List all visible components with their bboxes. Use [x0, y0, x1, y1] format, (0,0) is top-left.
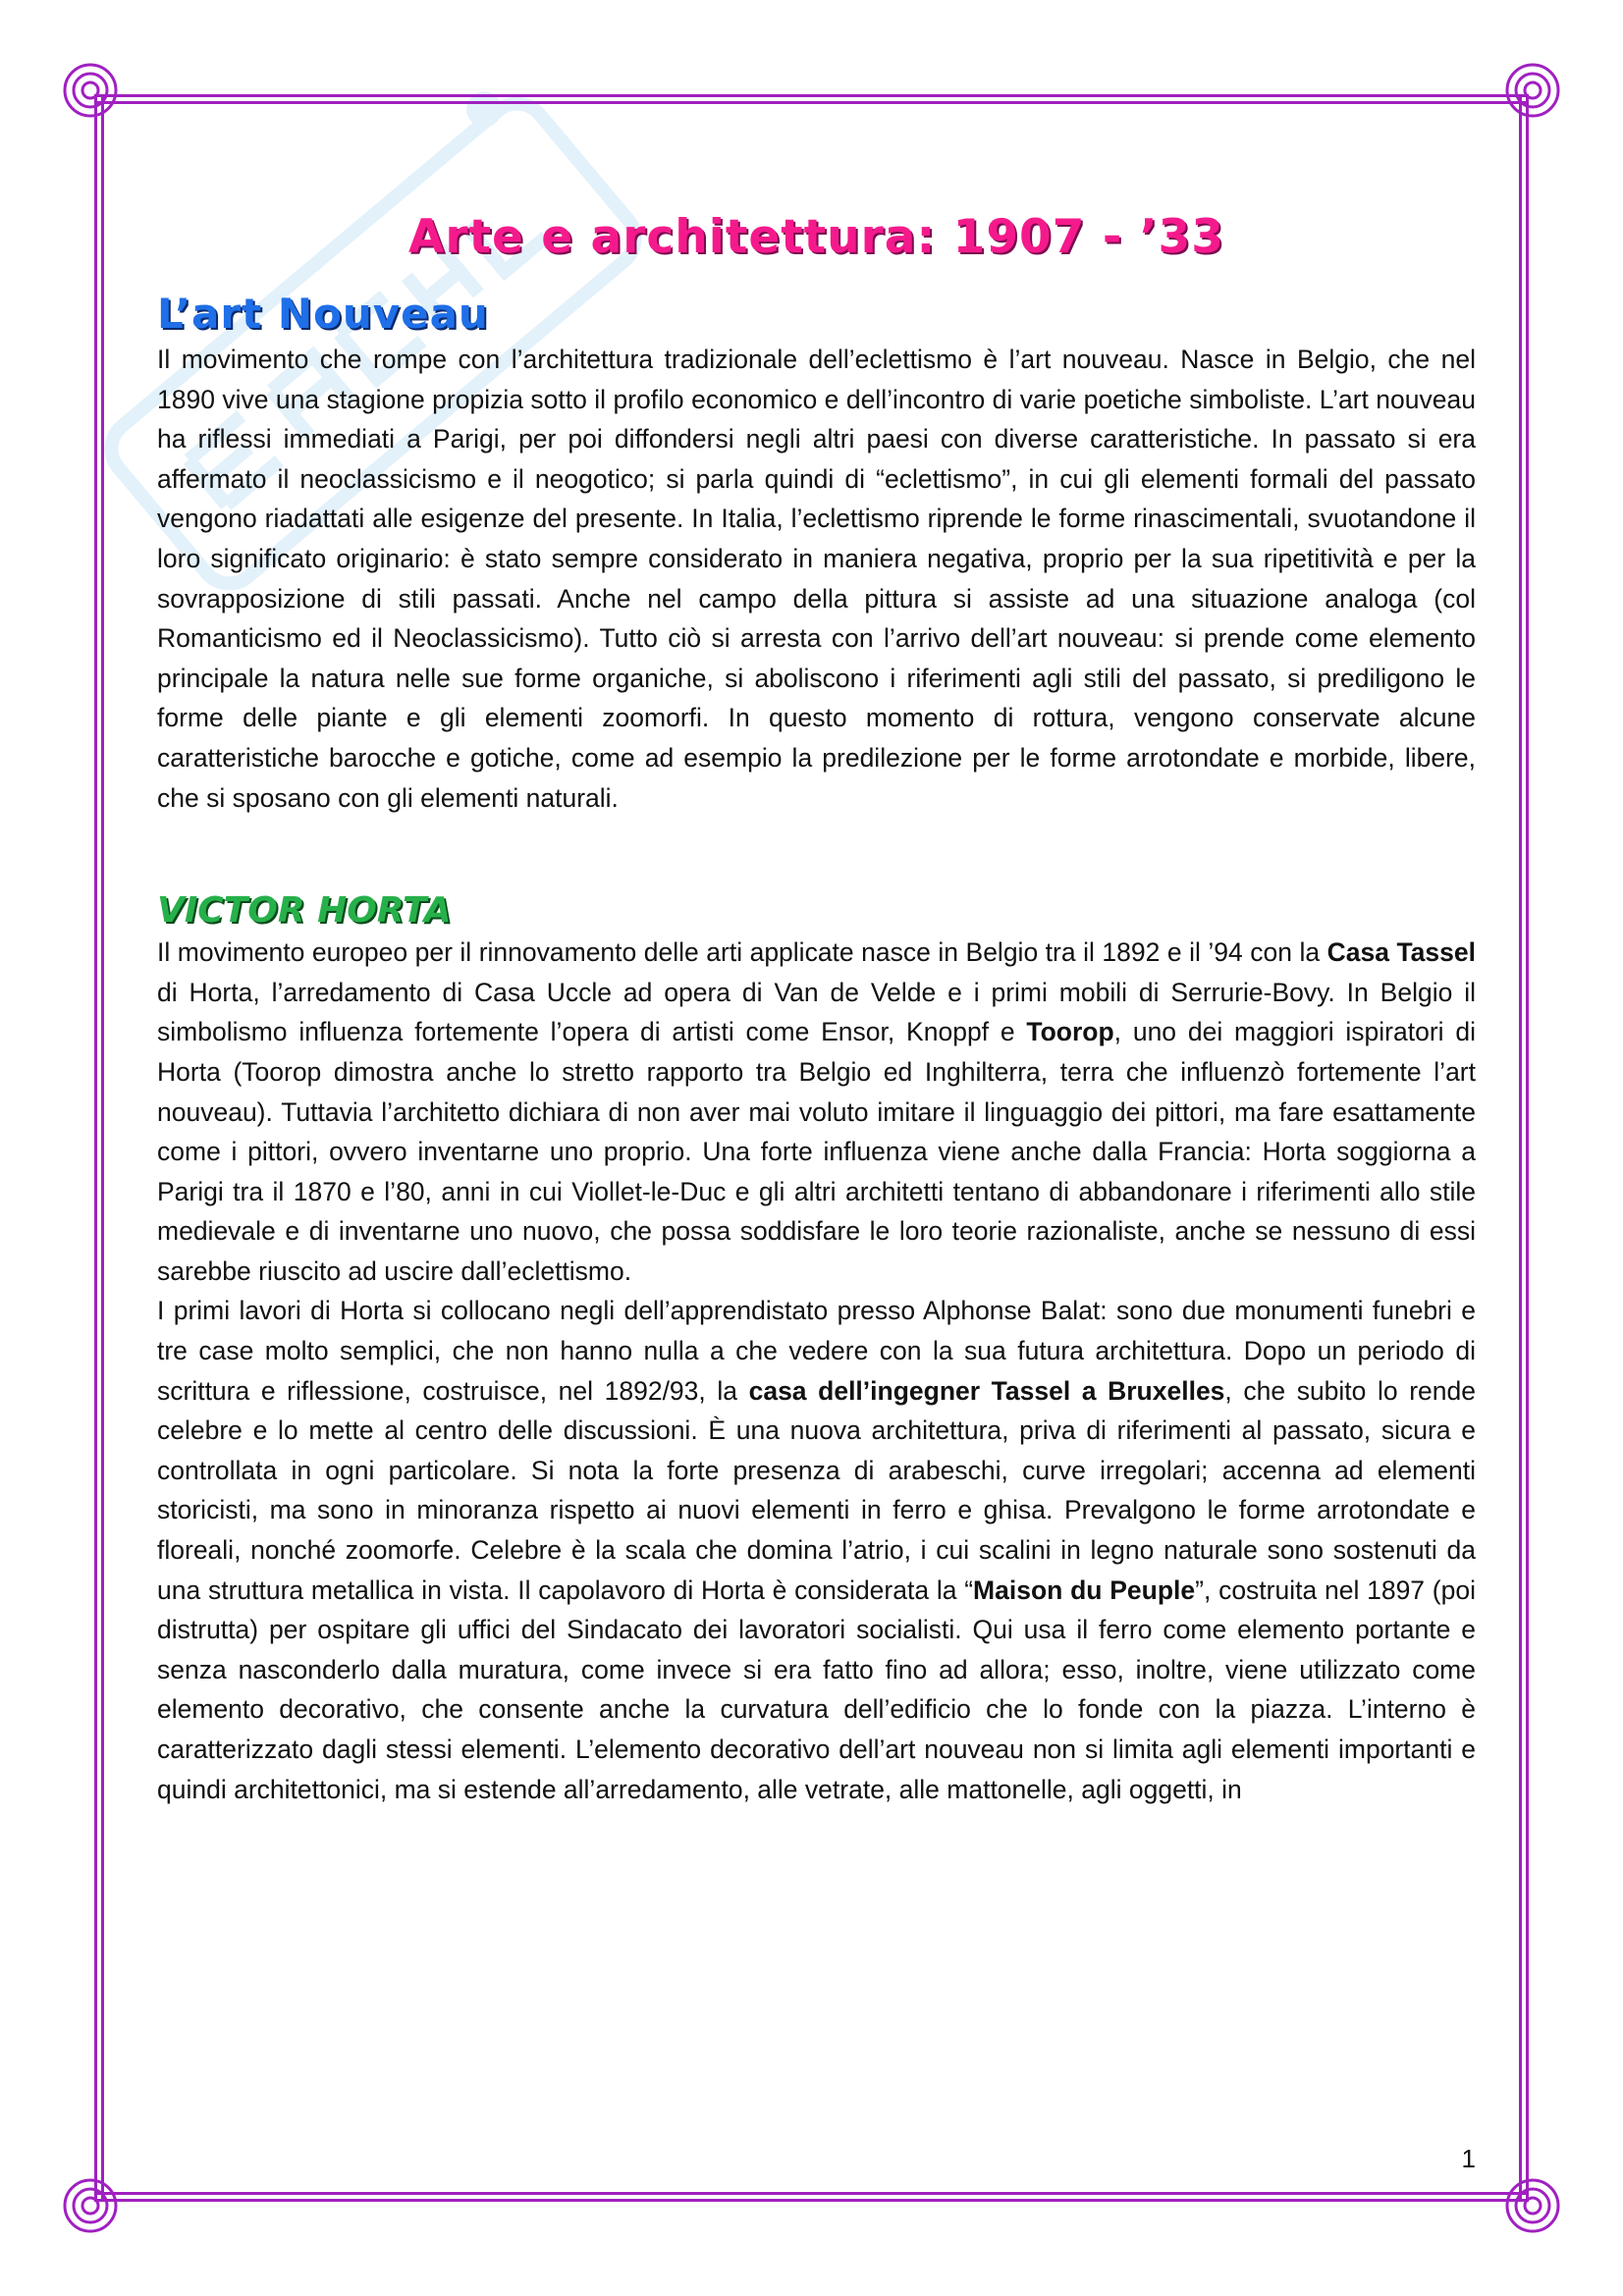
section-heading-victor-horta: VICTOR HORTA [157, 890, 452, 932]
frame-left-border [94, 94, 104, 2202]
frame-right-border [1519, 94, 1529, 2202]
paragraph-horta-1 [157, 933, 1476, 1291]
corner-ornament-icon [61, 2176, 120, 2235]
text-run: Il movimento europeo per il rinnovamento delle arti applicate nasce in Belgio tra il 1892 e il ’94 con la [157, 937, 1327, 968]
bold-term-maison-du-peuple: Maison du Peuple [973, 1575, 1196, 1605]
section-heading-art-nouveau: L’art Nouveau [157, 290, 489, 338]
bold-term-toorop: Toorop [1026, 1017, 1114, 1047]
corner-ornament-icon [1503, 61, 1562, 120]
page-title: Arte e architettura: 1907 - ’33 [408, 210, 1224, 264]
paragraph-art-nouveau: Il movimento che rompe con l’architettura tradizionale dell’eclettismo è l’art nouveau. Nasce in Belgio, che nel 1890 vive una stagione propizia sotto il profilo economico e dell’incontro di varie poetiche simboliste. L’art nouveau ha riflessi immediati a Parigi, per poi diffondersi negli altri paesi con diverse caratteristiche. In passato si era affermato il neoclassicismo e il neogotico; si parla quindi di “eclettismo”, in cui gli elementi formali del passato vengono riadattati alle esigenze del presente. In Italia, l’eclettismo riprende le forme rinascimentali, svuotandone il loro significato originario: è stato sempre considerato in maniera negativa, proprio per la sua ripetitività e per la sovrapposizione di stili passati. Anche nel campo della pittura si assiste ad una situazione analoga (col Romanticismo ed il Neoclassicismo). Tutto ciò si arresta con l’arrivo dell’art nouveau: si prende come elemento principale la natura nelle sue forme organiche, si aboliscono i riferimenti agli stili del passato, si prediligono le forme delle piante e gli elementi zoomorfi. In questo momento di rottura, vengono conservate alcune caratteristiche barocche e gotiche, come ad esempio la predilezione per le forme arrotondate e morbide, libere, che si sposano con gli elementi naturali. [157, 345, 1476, 813]
text-run: di Horta, l’arredamento di Casa Uccle ad opera di Van de Velde e i primi mobili di Serrurie-Bovy. In Belgio il simbolismo influenza fortemente l’opera di artisti come Ensor, Knoppf e [157, 977, 1476, 1047]
document-body [157, 196, 1476, 1809]
text-run: ”, costruita nel 1897 (poi distrutta) per ospitare gli uffici del Sindacato dei lavoratori socialisti. Qui usa il ferro come elemento portante e senza nasconderlo dalla muratura, come invece si era fatto fino ad allora; esso, inoltre, viene utilizzato come elemento decorativo, che consente anche la curvatura dell’edificio che lo fonde con la piazza. L’interno è caratterizzato dagli stessi elementi. L’elemento decorativo dell’art nouveau non si limita agli elementi importanti e quindi architettonici, ma si estende all’arredamento, alle vetrate, alle mattonelle, agli oggetti, in [157, 1575, 1476, 1804]
text-run: , che subito lo rende celebre e lo mette al centro delle discussioni. È una nuova architettura, priva di riferimenti al passato, sicura e controllata in ogni particolare. Si nota la forte presenza di arabeschi, curve irregolari; accenna ad elementi storicisti, ma sono in minoranza rispetto ai nuovi elementi in ferro e ghisa. Prevalgono le forme arrotondate e floreali, nonché zoomorfe. Celebre è la scala che domina l’atrio, i cui scalini in legno naturale sono sostenuti da una struttura metallica in vista. Il capolavoro di Horta è considerata la “ [157, 1375, 1476, 1605]
corner-ornament-icon [61, 61, 120, 120]
corner-ornament-icon [1503, 2176, 1562, 2235]
paragraph-horta-2 [157, 1291, 1476, 1809]
bold-term-casa-tassel-bruxelles: casa dell’ingegner Tassel a Bruxelles [748, 1375, 1225, 1406]
page-number: 1 [1461, 2144, 1476, 2173]
frame-bottom-border [94, 2192, 1529, 2202]
text-run: I primi lavori di Horta si collocano negli dell’apprendistato presso Alphonse Balat: sono due monumenti funebri e tre case molto semplici, che non hanno nulla a che vedere con la sua futura architettura. Dopo un periodo di scrittura e riflessione, costruisce, nel 1892/93, la [157, 1296, 1476, 1406]
text-run: , uno dei maggiori ispiratori di Horta (Toorop dimostra anche lo stretto rapporto tra Belgio ed Inghilterra, terra che influenzò fortemente l’art nouveau). Tuttavia l’architetto dichiara di non aver mai voluto imitare il linguaggio dei pittori, ma fare esattamente come i pittori, ovvero inventarne uno proprio. Una forte influenza viene anche dalla Francia: Horta soggiorna a Parigi tra il 1870 e l’80, anni in cui Viollet-le-Duc e gli altri architetti tentano di abbandonare i riferimenti allo stile medievale e di inventarne uno nuovo, che possa soddisfare le loro teorie razionaliste, anche se nessuno di essi sarebbe riuscito ad uscire dall’eclettismo. [157, 1017, 1476, 1286]
bold-term-casa-tassel: Casa Tassel [1326, 937, 1477, 968]
frame-top-border [94, 94, 1529, 104]
